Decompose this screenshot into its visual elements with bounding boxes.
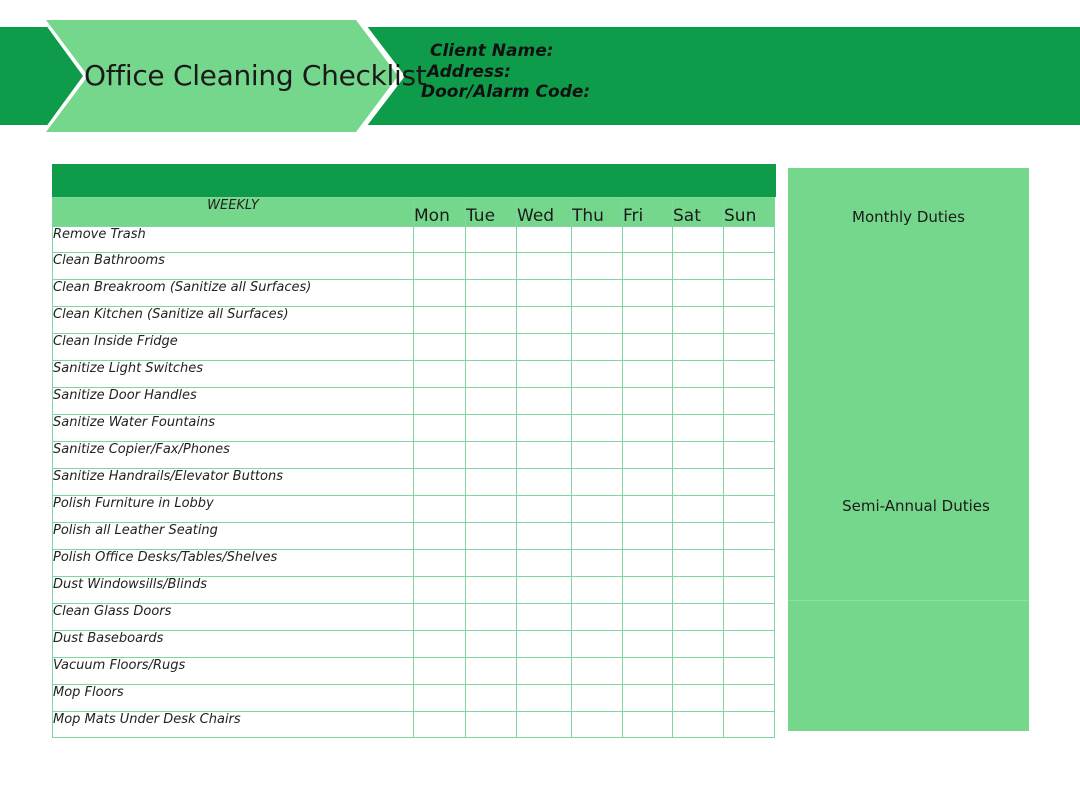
checkbox-cell-fri[interactable]: [623, 631, 673, 658]
checkbox-cell-thu[interactable]: [572, 415, 623, 442]
door-alarm-code-label: Door/Alarm Code:: [421, 82, 591, 102]
checkbox-cell-tue[interactable]: [466, 469, 517, 496]
checkbox-cell-sun[interactable]: [724, 469, 775, 496]
checkbox-cell-wed[interactable]: [517, 496, 572, 523]
table-row: [53, 685, 775, 712]
checkbox-cell-sat[interactable]: [673, 361, 724, 388]
checkbox-cell-tue[interactable]: [466, 388, 517, 415]
checkbox-cell-sun[interactable]: [724, 361, 775, 388]
checkbox-cell-tue[interactable]: [466, 712, 517, 738]
table-row: [53, 577, 775, 604]
checkbox-cell-thu[interactable]: [572, 604, 623, 631]
checkbox-cell-thu[interactable]: [572, 712, 623, 738]
table-row: [53, 712, 775, 738]
table-row: [53, 334, 775, 361]
checkbox-cell-tue[interactable]: [466, 685, 517, 712]
task-label: Dust Baseboards: [53, 631, 414, 658]
checkbox-cell-mon[interactable]: [414, 496, 466, 523]
checkbox-cell-sat[interactable]: [673, 658, 724, 685]
task-label: Mop Floors: [53, 685, 414, 712]
checkbox-cell-sat[interactable]: [673, 604, 724, 631]
day-header-wed: Wed: [517, 198, 572, 227]
checkbox-cell-thu[interactable]: [572, 685, 623, 712]
checkbox-cell-wed[interactable]: [517, 685, 572, 712]
day-header-sat: Sat: [673, 198, 724, 227]
checkbox-cell-tue[interactable]: [466, 550, 517, 577]
checkbox-cell-mon[interactable]: [414, 227, 466, 253]
checkbox-cell-thu[interactable]: [572, 227, 623, 253]
checkbox-cell-thu[interactable]: [572, 307, 623, 334]
checkbox-cell-sun[interactable]: [724, 307, 775, 334]
checkbox-cell-wed[interactable]: [517, 415, 572, 442]
checkbox-cell-wed[interactable]: [517, 604, 572, 631]
checkbox-cell-tue[interactable]: [466, 442, 517, 469]
checkbox-cell-fri[interactable]: [623, 253, 673, 280]
checkbox-cell-sun[interactable]: [724, 280, 775, 307]
checkbox-cell-thu[interactable]: [572, 334, 623, 361]
checkbox-cell-mon[interactable]: [414, 442, 466, 469]
task-label: Mop Mats Under Desk Chairs: [53, 712, 414, 738]
day-header-sun: Sun: [724, 198, 775, 227]
checkbox-cell-wed[interactable]: [517, 361, 572, 388]
table-row: [53, 658, 775, 685]
table-header-bar: [52, 164, 776, 197]
checkbox-cell-sat[interactable]: [673, 577, 724, 604]
checkbox-cell-thu[interactable]: [572, 361, 623, 388]
checkbox-cell-fri[interactable]: [623, 307, 673, 334]
checkbox-cell-sat[interactable]: [673, 227, 724, 253]
checkbox-cell-tue[interactable]: [466, 361, 517, 388]
checkbox-cell-mon[interactable]: [414, 577, 466, 604]
checkbox-cell-sat[interactable]: [673, 388, 724, 415]
table-row: [53, 253, 775, 280]
checkbox-cell-fri[interactable]: [623, 496, 673, 523]
table-row: [53, 307, 775, 334]
table-row: [53, 469, 775, 496]
table-row: [53, 523, 775, 550]
checkbox-cell-sat[interactable]: [673, 469, 724, 496]
task-label: Polish Furniture in Lobby: [53, 496, 414, 523]
checkbox-cell-mon[interactable]: [414, 469, 466, 496]
checkbox-cell-mon[interactable]: [414, 658, 466, 685]
side-panel-divider: [788, 600, 1029, 601]
checkbox-cell-sat[interactable]: [673, 307, 724, 334]
checkbox-cell-sat[interactable]: [673, 253, 724, 280]
day-header-mon: Mon: [414, 198, 466, 227]
checkbox-cell-mon[interactable]: [414, 307, 466, 334]
checkbox-cell-fri[interactable]: [623, 712, 673, 738]
checkbox-cell-sun[interactable]: [724, 388, 775, 415]
table-row: [53, 361, 775, 388]
monthly-duties-label: Monthly Duties: [852, 208, 965, 226]
checkbox-cell-fri[interactable]: [623, 227, 673, 253]
page-title: Office Cleaning Checklist: [84, 59, 427, 92]
checkbox-cell-tue[interactable]: [466, 577, 517, 604]
checkbox-cell-thu[interactable]: [572, 550, 623, 577]
checkbox-cell-sat[interactable]: [673, 280, 724, 307]
task-label: Polish all Leather Seating: [53, 523, 414, 550]
checkbox-cell-wed[interactable]: [517, 334, 572, 361]
checkbox-cell-mon[interactable]: [414, 712, 466, 738]
checkbox-cell-sun[interactable]: [724, 253, 775, 280]
checkbox-cell-sun[interactable]: [724, 334, 775, 361]
checkbox-cell-tue[interactable]: [466, 658, 517, 685]
checkbox-cell-sun[interactable]: [724, 631, 775, 658]
checkbox-cell-mon[interactable]: [414, 280, 466, 307]
checkbox-cell-mon[interactable]: [414, 415, 466, 442]
checkbox-cell-sun[interactable]: [724, 550, 775, 577]
semi-annual-duties-label: Semi-Annual Duties: [842, 497, 990, 515]
checkbox-cell-sat[interactable]: [673, 523, 724, 550]
checkbox-cell-sun[interactable]: [724, 227, 775, 253]
checkbox-cell-thu[interactable]: [572, 469, 623, 496]
checkbox-cell-thu[interactable]: [572, 442, 623, 469]
task-label: Dust Windowsills/Blinds: [53, 577, 414, 604]
checkbox-cell-tue[interactable]: [466, 334, 517, 361]
checkbox-cell-wed[interactable]: [517, 631, 572, 658]
checkbox-cell-fri[interactable]: [623, 604, 673, 631]
checkbox-cell-sat[interactable]: [673, 712, 724, 738]
checkbox-cell-wed[interactable]: [517, 577, 572, 604]
checkbox-cell-fri[interactable]: [623, 415, 673, 442]
checkbox-cell-wed[interactable]: [517, 253, 572, 280]
checkbox-cell-thu[interactable]: [572, 577, 623, 604]
table-row: [53, 415, 775, 442]
checkbox-cell-wed[interactable]: [517, 712, 572, 738]
checkbox-cell-sat[interactable]: [673, 442, 724, 469]
checkbox-cell-mon[interactable]: [414, 550, 466, 577]
checkbox-cell-mon[interactable]: [414, 361, 466, 388]
checkbox-cell-sun[interactable]: [724, 685, 775, 712]
table-row: [53, 550, 775, 577]
checkbox-cell-mon[interactable]: [414, 253, 466, 280]
checkbox-cell-wed[interactable]: [517, 523, 572, 550]
checkbox-cell-sat[interactable]: [673, 631, 724, 658]
task-label: Remove Trash: [53, 227, 414, 253]
checkbox-cell-tue[interactable]: [466, 415, 517, 442]
checkbox-cell-sat[interactable]: [673, 334, 724, 361]
checkbox-cell-thu[interactable]: [572, 631, 623, 658]
checkbox-cell-sun[interactable]: [724, 496, 775, 523]
checkbox-cell-sat[interactable]: [673, 496, 724, 523]
checkbox-cell-mon[interactable]: [414, 334, 466, 361]
checkbox-cell-mon[interactable]: [414, 523, 466, 550]
checkbox-cell-sun[interactable]: [724, 604, 775, 631]
checkbox-cell-sun[interactable]: [724, 712, 775, 738]
checkbox-cell-sun[interactable]: [724, 577, 775, 604]
checkbox-cell-sat[interactable]: [673, 415, 724, 442]
checkbox-cell-thu[interactable]: [572, 496, 623, 523]
checkbox-cell-wed[interactable]: [517, 280, 572, 307]
day-header-fri: Fri: [623, 198, 673, 227]
checkbox-cell-tue[interactable]: [466, 631, 517, 658]
client-name-label: Client Name:: [430, 41, 554, 61]
task-label: Clean Bathrooms: [53, 253, 414, 280]
header-row: [53, 198, 775, 227]
task-label: Clean Kitchen (Sanitize all Surfaces): [53, 307, 414, 334]
table-row: [53, 631, 775, 658]
checkbox-cell-fri[interactable]: [623, 577, 673, 604]
checkbox-cell-sat[interactable]: [673, 685, 724, 712]
task-label: Clean Breakroom (Sanitize all Surfaces): [53, 280, 414, 307]
task-label: Clean Inside Fridge: [53, 334, 414, 361]
checkbox-cell-fri[interactable]: [623, 550, 673, 577]
checkbox-cell-wed[interactable]: [517, 388, 572, 415]
checkbox-cell-wed[interactable]: [517, 469, 572, 496]
table-row: [53, 442, 775, 469]
task-label: Sanitize Copier/Fax/Phones: [53, 442, 414, 469]
checkbox-cell-wed[interactable]: [517, 307, 572, 334]
checkbox-cell-fri[interactable]: [623, 469, 673, 496]
checkbox-cell-sat[interactable]: [673, 550, 724, 577]
checkbox-cell-thu[interactable]: [572, 280, 623, 307]
side-panel: [788, 168, 1029, 731]
checkbox-cell-fri[interactable]: [623, 685, 673, 712]
checkbox-cell-sun[interactable]: [724, 658, 775, 685]
checkbox-cell-sun[interactable]: [724, 442, 775, 469]
checkbox-cell-thu[interactable]: [572, 658, 623, 685]
day-header-thu: Thu: [572, 198, 623, 227]
checkbox-cell-fri[interactable]: [623, 442, 673, 469]
weekly-checklist-table: [52, 197, 775, 738]
checkbox-cell-thu[interactable]: [572, 253, 623, 280]
address-label: Address:: [427, 62, 511, 82]
task-label: Clean Glass Doors: [53, 604, 414, 631]
checkbox-cell-tue[interactable]: [466, 523, 517, 550]
table-row: [53, 280, 775, 307]
checkbox-cell-tue[interactable]: [466, 280, 517, 307]
task-label: Sanitize Door Handles: [53, 388, 414, 415]
day-header-tue: Tue: [466, 198, 517, 227]
weekly-label: WEEKLY: [53, 198, 414, 227]
checkbox-cell-sun[interactable]: [724, 415, 775, 442]
checkbox-cell-tue[interactable]: [466, 253, 517, 280]
checkbox-cell-tue[interactable]: [466, 227, 517, 253]
checkbox-cell-mon[interactable]: [414, 685, 466, 712]
table-row: [53, 496, 775, 523]
checkbox-cell-mon[interactable]: [414, 604, 466, 631]
checkbox-cell-tue[interactable]: [466, 604, 517, 631]
checkbox-cell-fri[interactable]: [623, 361, 673, 388]
table-row: [53, 388, 775, 415]
checkbox-cell-mon[interactable]: [414, 388, 466, 415]
checkbox-cell-wed[interactable]: [517, 442, 572, 469]
table-row: [53, 604, 775, 631]
checkbox-cell-wed[interactable]: [517, 658, 572, 685]
checkbox-cell-tue[interactable]: [466, 307, 517, 334]
task-label: Sanitize Water Fountains: [53, 415, 414, 442]
checkbox-cell-tue[interactable]: [466, 496, 517, 523]
checkbox-cell-fri[interactable]: [623, 280, 673, 307]
checkbox-cell-wed[interactable]: [517, 550, 572, 577]
checkbox-cell-sun[interactable]: [724, 523, 775, 550]
task-label: Sanitize Light Switches: [53, 361, 414, 388]
task-label: Vacuum Floors/Rugs: [53, 658, 414, 685]
checkbox-cell-mon[interactable]: [414, 631, 466, 658]
table-row: [53, 227, 775, 253]
checkbox-cell-fri[interactable]: [623, 658, 673, 685]
checkbox-cell-fri[interactable]: [623, 334, 673, 361]
checkbox-cell-fri[interactable]: [623, 523, 673, 550]
checkbox-cell-fri[interactable]: [623, 388, 673, 415]
task-label: Polish Office Desks/Tables/Shelves: [53, 550, 414, 577]
task-label: Sanitize Handrails/Elevator Buttons: [53, 469, 414, 496]
checkbox-cell-wed[interactable]: [517, 227, 572, 253]
checkbox-cell-thu[interactable]: [572, 388, 623, 415]
checkbox-cell-thu[interactable]: [572, 523, 623, 550]
